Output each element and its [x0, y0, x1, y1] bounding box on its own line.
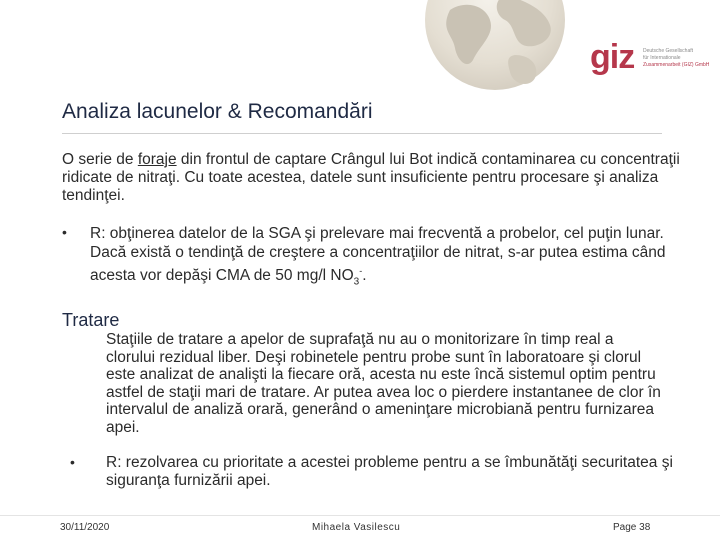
slide-title: Analiza lacunelor & Recomandări: [62, 100, 373, 123]
recommendation-1-text: R: obţinerea datelor de la SGA şi prelevare mai frecventă a probelor, cel puţin lunar. Dacă există o tendinţă de creştere a concentraţiilor de nitrat, s-ar putea estima când acesta vor depăşi CMA de 50 mg/l NO: [90, 225, 666, 285]
recommendation-1-end: .: [362, 267, 367, 285]
section-title-tratare: Tratare: [62, 310, 120, 330]
bullet-marker: •: [70, 454, 75, 470]
globe-graphic: [395, 0, 595, 95]
logo-line-1: Deutsche Gesellschaft: [643, 48, 694, 54]
recommendation-2: R: rezolvarea cu prioritate a acestei probleme pentru a se îmbunătăţi securitatea şi siguranţa furnizării apei.: [106, 454, 673, 489]
footer-author: Mihaela Vasilescu: [312, 522, 401, 533]
footer-date: 30/11/2020: [60, 522, 110, 533]
intro-text-start: O serie de: [62, 151, 138, 168]
intro-underlined-word: foraje: [137, 151, 177, 168]
intro-text-end: din frontul de captare Crângul lui Bot indică contaminarea cu concentraţii ridicate de nitraţi. Cu toate acestea, datele sunt insuficiente pentru procesare şi analiza tendinţei.: [62, 151, 680, 204]
logo-line-2: für Internationale: [643, 55, 681, 61]
giz-logo-subtitle: [643, 48, 709, 69]
bullet-marker: •: [62, 224, 67, 240]
recommendation-1-subscript: 3: [353, 276, 360, 288]
logo-line-3: Zusammenarbeit (GIZ) GmbH: [643, 62, 710, 68]
title-divider: [62, 133, 662, 134]
intro-paragraph: [62, 151, 682, 205]
treatment-paragraph: Staţiile de tratare a apelor de suprafaţă nu au o monitorizare în timp real a clorului rezidual liber. Deşi robinetele pentru probe sunt în laboratoare şi clorul este analizat de analişti la fiecare oră, acesta nu este încă sistemul optim pentru astfel de staţii mari de tratare. Ar putea avea loc o pierdere instantanee de clor în intervalul de analiză orară, generând o ameninţare microbiană pentru furnizarea apei.: [106, 331, 661, 436]
recommendation-1: [90, 224, 680, 291]
recommendation-1-superscript: -: [359, 266, 363, 276]
giz-logo: giz: [590, 38, 635, 76]
footer-page-number: Page 38: [613, 522, 651, 533]
footer-divider: [0, 515, 720, 516]
